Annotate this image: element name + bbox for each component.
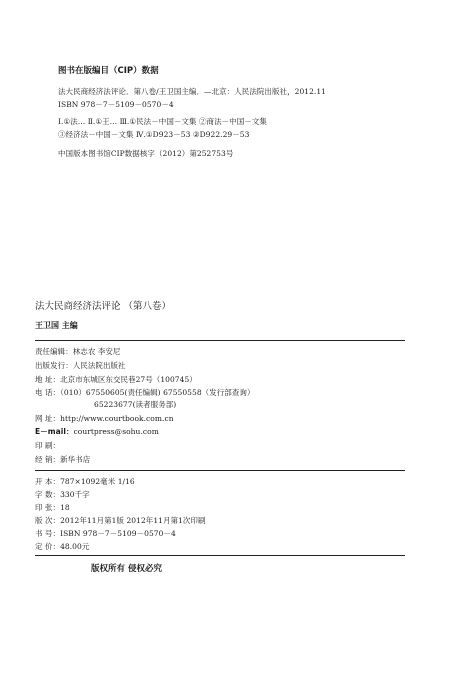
editor-value: 林志农 李安尼 xyxy=(72,347,121,356)
format-row xyxy=(35,478,135,486)
rights-notice: 版权所有 侵权必究 xyxy=(91,564,162,574)
sheets-row xyxy=(35,504,70,512)
sheets-value: 18 xyxy=(60,503,70,512)
web-row xyxy=(35,415,174,423)
price-label: 定 价： xyxy=(35,542,61,551)
words-label: 字 数： xyxy=(35,490,61,499)
publisher-value: 人民法院出版社 xyxy=(72,361,126,370)
cip-line-1: 法大民商经济法评论．第八卷/王卫国主编．—北京：人民法院出版社，2012.11 xyxy=(58,87,326,96)
email-row xyxy=(35,428,159,436)
edition-value: 2012年11月第1版 2012年11月第1次印刷 xyxy=(60,516,206,525)
publisher-row xyxy=(35,362,126,370)
divider-1 xyxy=(35,340,405,341)
edition-row xyxy=(35,517,206,525)
price-row xyxy=(35,543,89,551)
cip-heading: 图书在版编目（CIP）数据 xyxy=(58,66,159,76)
cip-line-3: Ⅰ.①法… Ⅱ.①王… Ⅲ.①民法－中国－文集 ②商法－中国－文集 xyxy=(58,117,267,126)
print-label: 印 刷： xyxy=(35,441,61,450)
isbn-label: 书 号： xyxy=(35,529,61,538)
book-editor: 王卫国 主编 xyxy=(35,321,78,330)
phone-value: （010）67550605(责任编辑) 67550558（发行部查询） xyxy=(60,388,255,397)
editor-label: 责任编辑： xyxy=(35,347,73,356)
web-value[interactable]: http://www.courtbook.com.cn xyxy=(60,414,174,423)
email-value[interactable]: courtpress@sohu.com xyxy=(73,427,159,436)
divider-3 xyxy=(35,555,405,556)
publisher-label: 出版发行： xyxy=(35,361,73,370)
isbn-value: ISBN 978－7－5109－0570－4 xyxy=(60,529,176,538)
distribution-label: 经 销： xyxy=(35,455,61,464)
words-value: 330千字 xyxy=(60,490,90,499)
isbn-row xyxy=(35,530,176,538)
phone-label: 电 话： xyxy=(35,388,61,397)
book-title: 法大民商经济法评论 （第八卷） xyxy=(35,301,172,312)
address-value: 北京市东城区东交民巷27号（100745） xyxy=(60,375,197,384)
editor-row xyxy=(35,348,120,356)
phone-value-2: 65223677(读者服务部) xyxy=(94,400,177,409)
distribution-value: 新华书店 xyxy=(60,455,91,464)
address-row xyxy=(35,376,197,384)
divider-2 xyxy=(35,470,405,471)
words-row xyxy=(35,491,90,499)
distribution-row xyxy=(35,456,90,464)
sheets-label: 印 张： xyxy=(35,503,61,512)
price-value: 48.00元 xyxy=(60,542,90,551)
phone-row xyxy=(35,389,255,397)
format-value: 787×1092毫米 1/16 xyxy=(60,477,135,486)
web-label: 网 址： xyxy=(35,414,61,423)
print-row xyxy=(35,442,60,450)
cip-line-4: ③经济法－中国－文集 Ⅳ.①D923－53 ②D922.29－53 xyxy=(58,130,250,139)
format-label: 开 本： xyxy=(35,477,61,486)
cip-line-2: ISBN 978－7－5109－0570－4 xyxy=(58,100,174,109)
email-label: E－mail： xyxy=(35,427,74,436)
cip-line-5: 中国版本图书馆CIP数据核字（2012）第252753号 xyxy=(58,149,234,158)
address-label: 地 址： xyxy=(35,375,61,384)
edition-label: 版 次： xyxy=(35,516,61,525)
